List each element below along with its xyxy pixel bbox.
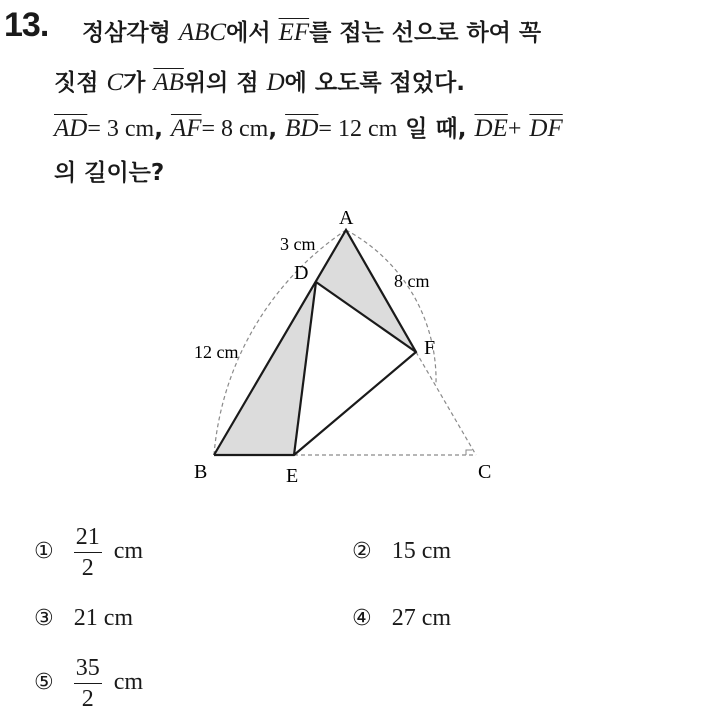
numerator: 21 (74, 522, 102, 553)
q-text: 가 (123, 70, 146, 96)
triangle-abc: ABC (178, 19, 227, 46)
q-text: 위의 점 (183, 70, 259, 96)
segment-ef: $\overline{EF}$ (278, 19, 310, 46)
ad-value: = 3 cm (87, 116, 155, 142)
denominator: 2 (81, 686, 94, 712)
numerator: 35 (74, 653, 102, 684)
choice-text: 27 cm (391, 605, 452, 631)
choice-number: ③ (34, 606, 54, 631)
segment-af: $\overline{AF}$ (170, 115, 202, 142)
choice-text: 21 cm (73, 605, 134, 631)
label-c: C (478, 461, 492, 483)
choice-number: ① (34, 539, 54, 565)
choice-number: ④ (352, 606, 372, 631)
choice-2[interactable] (352, 538, 451, 565)
label-f: F (424, 337, 436, 359)
question-line-2 (54, 64, 465, 97)
segment-ad: $\overline{AD}$ (54, 115, 88, 142)
fraction (74, 653, 102, 714)
choice-5[interactable] (34, 653, 143, 714)
corner-mark (466, 450, 472, 455)
denominator: 2 (81, 555, 94, 581)
dashed-edge-fc (416, 352, 476, 455)
length-af: 8 cm (394, 271, 430, 291)
choice-number: ⑤ (34, 670, 54, 696)
q-text: 를 접는 선으로 하여 꼭 (309, 20, 542, 46)
q-text: 짓점 (54, 70, 99, 96)
fraction (74, 522, 102, 583)
label-e: E (286, 465, 299, 487)
choice-3[interactable] (34, 605, 133, 632)
region-adf (316, 230, 416, 352)
plus-sign: + (507, 116, 522, 142)
af-value: = 8 cm (201, 116, 269, 142)
question-number: 13. (4, 6, 49, 44)
choice-1[interactable] (34, 522, 143, 583)
segment-ab: $\overline{AB}$ (153, 69, 184, 96)
q-text: 일 때, (405, 116, 467, 142)
question-line-1 (82, 14, 541, 47)
q-text: 정삼각형 (82, 20, 171, 46)
label-b: B (194, 461, 208, 483)
bd-value: = 12 cm (318, 116, 398, 142)
label-a: A (339, 207, 354, 229)
triangle-figure (180, 200, 510, 500)
choice-4[interactable] (352, 605, 451, 632)
question-line-3: $\overline{AD}= 3$ cm, $\overline{AF}= 8$ cm, $\overline{BD}= 12$ cm 일 때, $\overline{DE}+ \overline{DF}$ (54, 115, 563, 142)
segment-df: $\overline{DF}$ (529, 115, 563, 142)
unit: cm (113, 538, 144, 565)
q-text: 에서 (226, 20, 271, 46)
length-bd: 12 cm (194, 342, 239, 362)
unit: cm (113, 669, 144, 696)
question-line-4: 의 길이는? (54, 160, 165, 186)
choice-text: 15 cm (391, 538, 452, 564)
point-d: D (266, 69, 285, 96)
length-ad: 3 cm (280, 234, 316, 254)
choice-number: ② (352, 539, 372, 564)
segment-de: $\overline{DE}$ (474, 115, 508, 142)
point-c: C (106, 69, 124, 96)
label-d: D (294, 262, 309, 284)
segment-bd: $\overline{BD}$ (285, 115, 319, 142)
q-text: 에 오도록 접었다. (284, 70, 465, 96)
